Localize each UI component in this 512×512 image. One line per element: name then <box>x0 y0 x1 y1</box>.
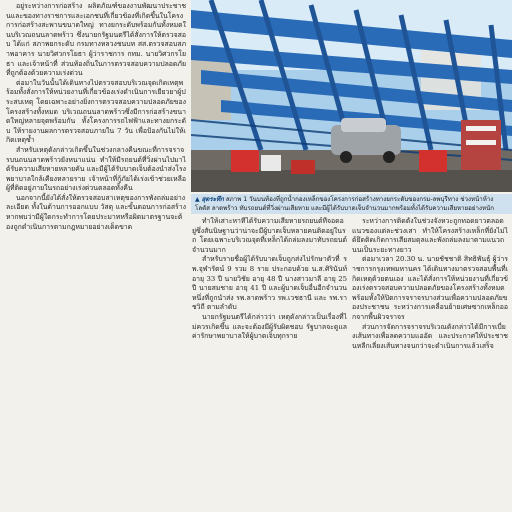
paragraph: ทำให้เสาะหาที่ได้รับความเสียหายรถยนต์ที่จอดอยู่ซึ่งสันนิษฐานว่าน่าจะมีผู้บาดเจ็บหลายคนติดอยู่ในรถ โดยเฉพาะบริเวณจุดที่เหล็กได้ถล่มลงมาทับรถยนต์จำนวนมาก <box>192 217 347 254</box>
right-text-column <box>352 217 508 510</box>
caption-triangle-icon: ▲ <box>195 196 200 203</box>
paragraph: ระหว่างการติดตั้งในช่วงจังหวะถูกทอดยาวตลอดแนวของแต่ละช่วงเสา ทำให้โครงสร้างเหล็กที่ยังไม่ได้ยึดติดเกิดการเสียสมดุลและพังถล่มลงมาตามแนวถนนเป็นระยะทางยาว <box>352 217 508 254</box>
paragraph: นอกจากนี้ยังได้สั่งให้ตรวจสอบสาเหตุของการพังถล่มอย่างละเอียด ทั้งในด้านการออกแบบ วัสดุ และขั้นตอนการก่อสร้าง หากพบว่ามีผู้ใดกระทำการโดยประมาทหรือผิดมาตรฐานจะต้องถูกดำเนินการตามกฎหมายอย่างเด็ดขาด <box>6 193 186 231</box>
paragraph: สำหรับรายชื่อผู้ได้รับบาดเจ็บถูกส่งไปรักษาตัวที่ รพ.จุฬารัตน์ 9 รวม 8 ราย ประกอบด้วย น.ส.ศิรินันท์ อายุ 33 ปี นายวิชัย อายุ 48 ปี นางสาวมาลี อายุ 25 ปี นายสมชาย อายุ 41 ปี และผู้บาดเจ็บอื่นอีกจำนวนหนึ่งที่ถูกนำส่ง รพ.ลาดพร้าว รพ.เวชธานี และ รพ.ราชวิถี ตามลำดับ <box>192 255 347 312</box>
paragraph: ต่อมาเวลา 20.30 น. นายชัชชาติ สิทธิพันธุ์ ผู้ว่าราชการกรุงเทพมหานคร ได้เดินทางมาตรวจสอบพื้นที่เกิดเหตุด้วยตนเอง และได้สั่งการให้หน่วยงานที่เกี่ยวข้องเร่งตรวจสอบความปลอดภัยของโครงสร้างทั้งหมด พร้อมทั้งให้ปิดการจราจรบางส่วนเพื่อความปลอดภัยของประชาชน ระหว่างการเคลื่อนย้ายเศษซากเหล็กออกจากพื้นผิวจราจร <box>352 255 508 321</box>
caption-text: สภาพ 1 วันบนท้องที่ถูกน้ำกองเหล็กของโครงการก่อสร้างทางยกระดับของกรม-ลพบุรีทาง ช่วงหน้าห้างโลตัส ลาดพร้าว ทับรถยนต์ที่วิ่งผ่านเสียหาย และมีผู้ได้รับบาดเจ็บจำนวนมากพร้อมทั้งได้รับความเสียหายอย่างหนัก <box>195 196 495 212</box>
left-text-column <box>6 2 186 510</box>
news-photo <box>191 0 512 192</box>
paragraph: ส่วนการจัดการจราจรบริเวณดังกล่าวได้มีการเบี่ยงเส้นทางเพื่อลดความแออัด และประกาศให้ประชาชนหลีกเลี่ยงเส้นทางจนกว่าจะดำเนินการแล้วเสร็จ <box>352 322 508 350</box>
photo-caption <box>191 194 512 214</box>
collapsed-structure-illustration <box>191 0 512 192</box>
paragraph: ต่อมาในวันนั้นได้เดินทางไปตรวจสอบบริเวณจุดเกิดเหตุพร้อมทั้งสั่งการให้หน่วยงานที่เกี่ยวข้องเร่งดำเนินการเยียวยาผู้ประสบเหตุ โดยเฉพาะอย่างยิ่งการตรวจสอบความปลอดภัยของโครงสร้างทั้งหมด บริเวณถนนลาดพร้าวซึ่งมีการก่อสร้างขนาดใหญ่หลายจุดพร้อมกัน ทั้งโครงการรถไฟฟ้าและทางยกระดับ ให้รายงานผลการตรวจสอบภายใน 7 วัน เพื่อป้องกันไม่ให้เกิดเหตุซ้ำ <box>6 78 186 145</box>
paragraph: นายกรัฐมนตรีได้กล่าวว่า เหตุดังกล่าวเป็นเรื่องที่ไม่ควรเกิดขึ้น และจะต้องมีผู้รับผิดชอบ รัฐบาลจะดูแลค่ารักษาพยาบาลให้ผู้บาดเจ็บทุกราย <box>192 312 347 341</box>
middle-text-column <box>192 217 347 510</box>
paragraph: อยู่ระหว่างการก่อสร้าง ผลิตภัณฑ์ของงานพัฒนาประชาชนและของทางราชการและเอกชนที่เกี่ยวข้องที่เกิดขึ้นในโครงการก่อสร้างสะพานขนาดใหญ่ ทางยกระดับพร้อมกันทั้งหมดในบริเวณถนนลาดพร้าว ซึ่งนายกรัฐมนตรีได้สั่งการให้ตรวจสอบ ได้แก่ สภาพยกระดับ กรมทางหลวงชนบท สส.ตรวจสอบสภาพอาคาร นายวิศวกรโยธา ผู้ว่าราชการ กทม. นายวิศวกรโยธา และเจ้าหน้าที่ ส่วนท้องถิ่นในการตรวจสอบความปลอดภัยที่ถูกต้องด้วยความเร่งด่วน <box>6 2 186 78</box>
paragraph: สำหรับเหตุดังกล่าวเกิดขึ้นในช่วงกลางคืนขณะที่การจราจรบนถนนลาดพร้าวยังหนาแน่น ทำให้มีรถยนต์ที่วิ่งผ่านไปมาได้รับความเสียหายหลายคัน และมีผู้ได้รับบาดเจ็บต้องนำส่งโรงพยาบาลใกล้เคียงหลายราย เจ้าหน้าที่กู้ภัยได้เร่งเข้าช่วยเหลือผู้ที่ติดอยู่ภายในรถอย่างเร่งด่วนตลอดทั้งคืน <box>6 145 186 193</box>
caption-label: สุดระทึก <box>201 196 224 203</box>
